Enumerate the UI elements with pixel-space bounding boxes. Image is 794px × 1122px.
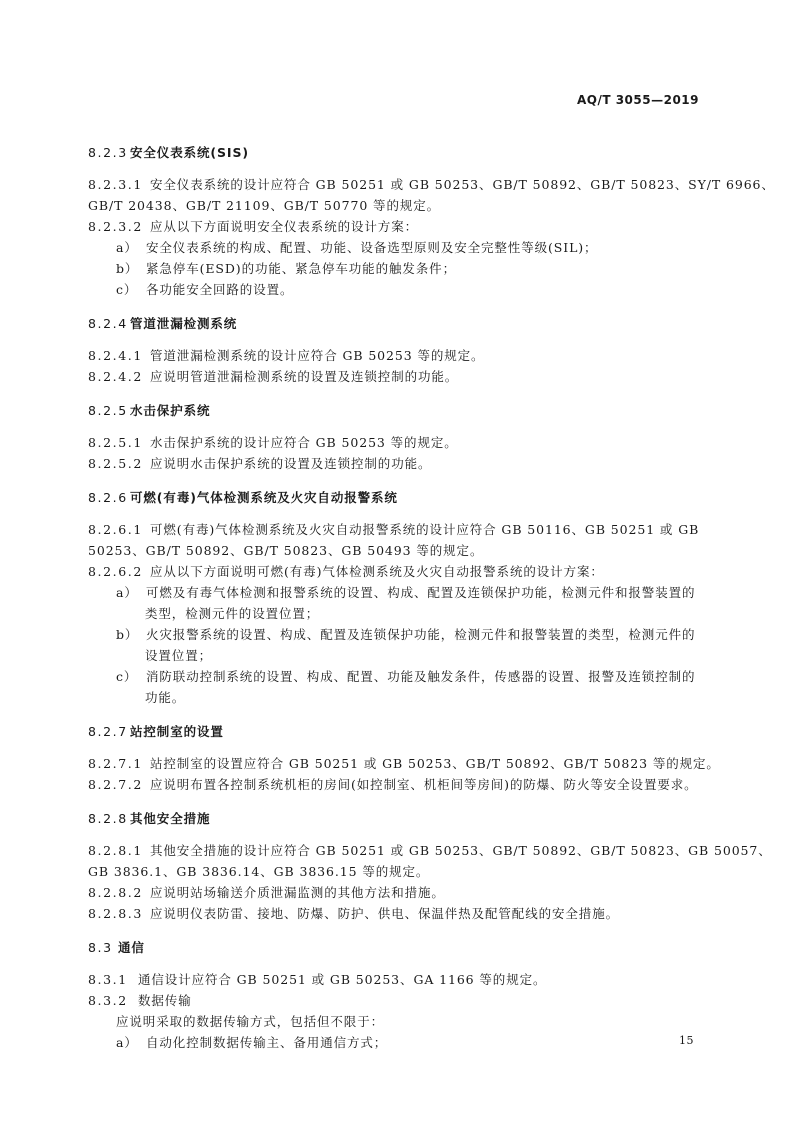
section-number: 8.2.5 <box>88 403 128 418</box>
clause-number: 8.2.6.1 <box>88 522 143 537</box>
clause-number: 8.3.1 <box>88 972 128 987</box>
section-title: 可燃(有毒)气体检测系统及火灾自动报警系统 <box>130 490 398 505</box>
section-heading <box>88 142 702 163</box>
clause-text: 其他安全措施的设计应符合 GB 50251 或 GB 50253、GB/T 50892、GB/T 50823、GB 50057、 <box>150 843 772 858</box>
clause-line <box>88 174 775 195</box>
clause-text: 应从以下方面说明可燃(有毒)气体检测系统及火灾自动报警系统的设计方案： <box>150 564 604 579</box>
clause-line <box>88 561 702 582</box>
clause-paragraph: 应说明采取的数据传输方式，包括但不限于： <box>116 1014 385 1029</box>
list-marker: a） <box>116 240 138 255</box>
clause-line <box>88 519 702 540</box>
clause-text: 应说明布置各控制系统机柜的房间(如控制室、机柜间等房间)的防爆、防火等安全设置要求。 <box>150 777 698 792</box>
list-item-text: 可燃及有毒气体检测和报警系统的设置、构成、配置及连锁保护功能，检测元件和报警装置的 <box>146 585 696 600</box>
clause-line <box>88 990 702 1011</box>
section-number: 8.2.8 <box>88 811 128 826</box>
section-heading <box>88 400 702 421</box>
section-title: 水击保护系统 <box>130 403 211 418</box>
list-item-continuation: 类型，检测元件的设置位置； <box>145 606 320 621</box>
clause-text: 可燃(有毒)气体检测系统及火灾自动报警系统的设计应符合 GB 50116、GB 50251 或 GB <box>150 522 700 537</box>
list-item <box>88 666 702 687</box>
clause-number: 8.3.2 <box>88 993 128 1008</box>
list-item <box>88 582 702 603</box>
clause-number: 8.2.3.1 <box>88 177 143 192</box>
clause-line <box>88 453 702 474</box>
clause-line <box>88 753 720 774</box>
clause-number: 8.2.8.2 <box>88 885 143 900</box>
list-item-text: 自动化控制数据传输主、备用通信方式； <box>146 1035 388 1050</box>
clause-text: 站控制室的设置应符合 GB 50251 或 GB 50253、GB/T 50892、GB/T 50823 等的规定。 <box>150 756 720 771</box>
list-item <box>88 279 702 300</box>
list-item-text: 消防联动控制系统的设置、构成、配置、功能及触发条件，传感器的设置、报警及连锁控制的 <box>146 669 696 684</box>
clause-line <box>88 840 772 861</box>
list-item-text: 安全仪表系统的构成、配置、功能、设备选型原则及安全完整性等级(SIL)； <box>146 240 598 255</box>
clause-continuation: GB/T 20438、GB/T 21109、GB/T 50770 等的规定。 <box>88 198 441 213</box>
list-marker: b） <box>116 261 139 276</box>
clause-line <box>88 774 702 795</box>
clause-number: 8.2.5.2 <box>88 456 143 471</box>
list-item-text: 紧急停车(ESD)的功能、紧急停车功能的触发条件； <box>146 261 456 276</box>
section-title: 其他安全措施 <box>130 811 211 826</box>
clause-continuation: GB 3836.1、GB 3836.14、GB 3836.15 等的规定。 <box>88 864 430 879</box>
clause-line <box>88 366 702 387</box>
clause-number: 8.2.5.1 <box>88 435 143 450</box>
clause-text: 应说明管道泄漏检测系统的设置及连锁控制的功能。 <box>150 369 459 384</box>
clause-text: 应从以下方面说明安全仪表系统的设计方案： <box>150 219 419 234</box>
clause-text: 通信设计应符合 GB 50251 或 GB 50253、GA 1166 等的规定。 <box>138 972 547 987</box>
clause-number: 8.2.6.2 <box>88 564 143 579</box>
section-title: 管道泄漏检测系统 <box>130 316 238 331</box>
list-marker: b） <box>116 627 139 642</box>
clause-text: 管道泄漏检测系统的设计应符合 GB 50253 等的规定。 <box>150 348 485 363</box>
document-code: AQ/T 3055—2019 <box>576 93 699 107</box>
clause-text: 水击保护系统的设计应符合 GB 50253 等的规定。 <box>150 435 458 450</box>
clause-line <box>88 216 702 237</box>
list-marker: a） <box>116 1035 138 1050</box>
page-number: 15 <box>679 1034 694 1047</box>
list-marker: a） <box>116 585 138 600</box>
section-title: 安全仪表系统(SIS) <box>130 145 249 160</box>
list-item <box>88 1032 702 1053</box>
list-item-continuation: 功能。 <box>145 690 186 705</box>
clause-number: 8.2.4.1 <box>88 348 143 363</box>
document-body <box>88 142 775 1053</box>
clause-line <box>88 969 702 990</box>
list-item-continuation: 设置位置； <box>145 648 213 663</box>
list-marker: c） <box>116 669 138 684</box>
clause-text: 应说明水击保护系统的设置及连锁控制的功能。 <box>150 456 432 471</box>
section-heading <box>88 937 702 958</box>
clause-line <box>88 432 702 453</box>
section-heading <box>88 487 702 508</box>
clause-number: 8.2.8.1 <box>88 843 143 858</box>
section-title: 通信 <box>118 940 145 955</box>
list-item-text: 各功能安全回路的设置。 <box>146 282 294 297</box>
clause-number: 8.2.3.2 <box>88 219 143 234</box>
list-item-text: 火灾报警系统的设置、构成、配置及连锁保护功能，检测元件和报警装置的类型，检测元件的 <box>146 627 696 642</box>
section-heading <box>88 313 702 334</box>
clause-continuation: 50253、GB/T 50892、GB/T 50823、GB 50493 等的规定。 <box>88 543 484 558</box>
section-number: 8.3 <box>88 940 113 955</box>
clause-text: 应说明仪表防雷、接地、防爆、防护、供电、保温伴热及配管配线的安全措施。 <box>150 906 620 921</box>
clause-number: 8.2.8.3 <box>88 906 143 921</box>
clause-line <box>88 903 702 924</box>
list-item <box>88 237 702 258</box>
clause-line <box>88 345 702 366</box>
section-number: 8.2.3 <box>88 145 128 160</box>
clause-number: 8.2.4.2 <box>88 369 143 384</box>
clause-number: 8.2.7.2 <box>88 777 143 792</box>
section-title: 站控制室的设置 <box>130 724 224 739</box>
section-heading <box>88 721 702 742</box>
section-number: 8.2.6 <box>88 490 128 505</box>
clause-text: 应说明站场输送介质泄漏监测的其他方法和措施。 <box>150 885 445 900</box>
list-item <box>88 258 702 279</box>
list-marker: c） <box>116 282 138 297</box>
clause-text: 数据传输 <box>138 993 192 1008</box>
section-number: 8.2.4 <box>88 316 128 331</box>
clause-number: 8.2.7.1 <box>88 756 143 771</box>
section-heading <box>88 808 702 829</box>
clause-line <box>88 882 702 903</box>
section-number: 8.2.7 <box>88 724 128 739</box>
list-item <box>88 624 702 645</box>
clause-text: 安全仪表系统的设计应符合 GB 50251 或 GB 50253、GB/T 50892、GB/T 50823、SY/T 6966、 <box>150 177 775 192</box>
